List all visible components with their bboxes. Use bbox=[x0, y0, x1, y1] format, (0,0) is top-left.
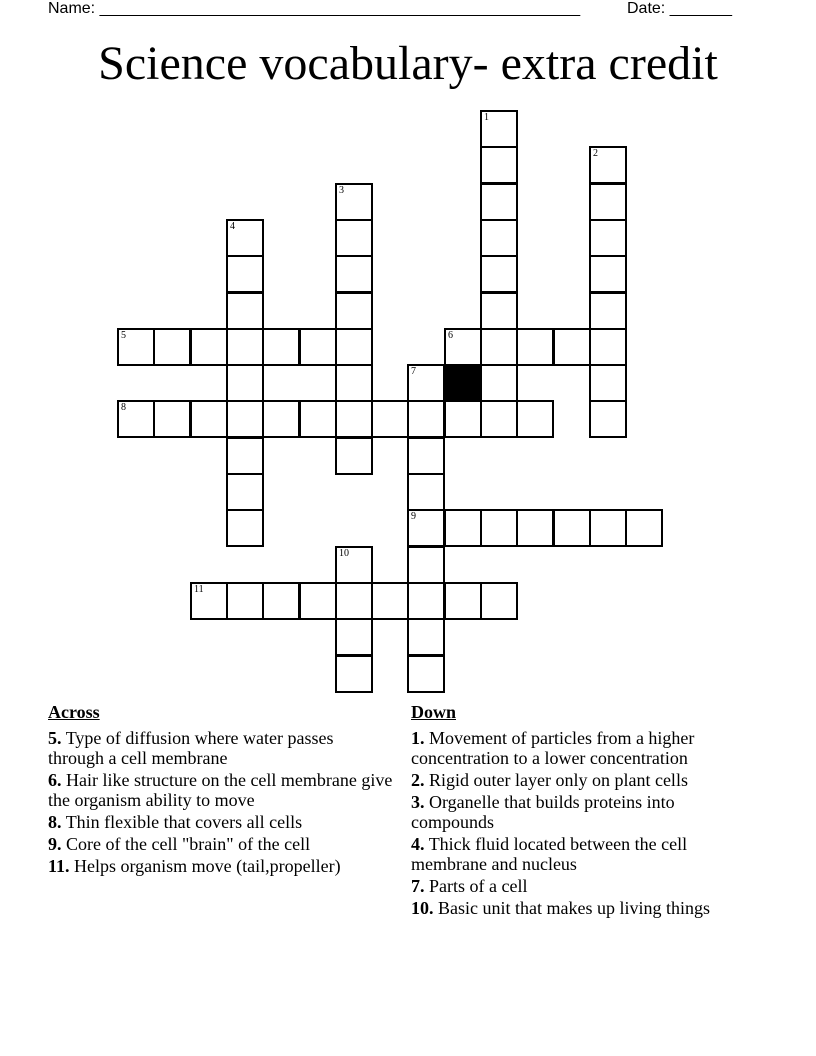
clue-text: Helps organism move (tail,propeller) bbox=[74, 856, 341, 876]
grid-cell[interactable] bbox=[335, 546, 373, 584]
clue-number: 5. bbox=[48, 728, 62, 748]
clue-number: 9. bbox=[48, 834, 62, 854]
down-heading: Down bbox=[411, 702, 457, 722]
grid-cell[interactable] bbox=[407, 655, 445, 693]
grid-cell[interactable] bbox=[262, 328, 300, 366]
grid-cell[interactable] bbox=[335, 292, 373, 330]
grid-cell[interactable] bbox=[407, 437, 445, 475]
grid-cell[interactable] bbox=[299, 582, 337, 620]
grid-cell[interactable] bbox=[407, 364, 445, 402]
cell-number: 11 bbox=[194, 584, 204, 595]
grid-cell[interactable] bbox=[299, 400, 337, 438]
clue-text: Parts of a cell bbox=[429, 876, 528, 896]
grid-cell[interactable] bbox=[516, 400, 554, 438]
grid-cell[interactable] bbox=[407, 473, 445, 511]
clue-number: 8. bbox=[48, 812, 62, 832]
clue-number: 11. bbox=[48, 856, 70, 876]
name-field[interactable]: Name: ______________________________________________________ bbox=[48, 0, 581, 17]
grid-cell[interactable] bbox=[444, 400, 482, 438]
grid-cell[interactable] bbox=[589, 509, 627, 547]
cell-number: 1 bbox=[484, 112, 489, 123]
cell-number: 9 bbox=[411, 511, 416, 522]
grid-cell[interactable] bbox=[480, 364, 518, 402]
grid-cell[interactable] bbox=[480, 400, 518, 438]
cell-number: 5 bbox=[121, 330, 126, 341]
grid-cell[interactable] bbox=[299, 328, 337, 366]
grid-cell[interactable] bbox=[407, 546, 445, 584]
grid-cell[interactable] bbox=[226, 364, 264, 402]
across-heading: Across bbox=[48, 702, 100, 722]
grid-cell[interactable] bbox=[335, 328, 373, 366]
grid-cell[interactable] bbox=[153, 400, 191, 438]
grid-cell[interactable] bbox=[190, 328, 228, 366]
clue-text: Thick fluid located between the cell membrane and nucleus bbox=[411, 834, 688, 874]
cell-number: 6 bbox=[448, 330, 453, 341]
grid-cell[interactable] bbox=[480, 328, 518, 366]
grid-cell[interactable] bbox=[226, 437, 264, 475]
grid-cell[interactable] bbox=[480, 146, 518, 184]
grid-cell[interactable] bbox=[190, 400, 228, 438]
clue-text: Rigid outer layer only on plant cells bbox=[429, 770, 688, 790]
grid-cell[interactable] bbox=[335, 618, 373, 656]
grid-cell[interactable] bbox=[190, 582, 228, 620]
clue-across-5 bbox=[48, 728, 393, 768]
grid-cell[interactable] bbox=[480, 582, 518, 620]
grid-cell[interactable] bbox=[335, 364, 373, 402]
grid-cell[interactable] bbox=[553, 509, 591, 547]
grid-cell[interactable] bbox=[407, 618, 445, 656]
clue-text: Type of diffusion where water passes through a cell membrane bbox=[48, 728, 334, 768]
grid-cell[interactable] bbox=[371, 400, 409, 438]
clue-across-6 bbox=[48, 770, 393, 810]
grid-block-cell bbox=[444, 364, 482, 402]
grid-cell[interactable] bbox=[589, 292, 627, 330]
grid-cell[interactable] bbox=[226, 328, 264, 366]
clue-text: Organelle that builds proteins into compounds bbox=[411, 792, 675, 832]
grid-cell[interactable] bbox=[444, 509, 482, 547]
clue-across-8 bbox=[48, 812, 393, 832]
clue-number: 3. bbox=[411, 792, 425, 812]
clue-number: 7. bbox=[411, 876, 425, 896]
grid-cell[interactable] bbox=[444, 328, 482, 366]
grid-cell[interactable] bbox=[335, 437, 373, 475]
grid-cell[interactable] bbox=[589, 219, 627, 257]
page-title: Science vocabulary- extra credit bbox=[98, 37, 718, 90]
grid-cell[interactable] bbox=[625, 509, 663, 547]
grid-cell[interactable] bbox=[444, 582, 482, 620]
grid-cell[interactable] bbox=[480, 183, 518, 221]
cell-number: 8 bbox=[121, 402, 126, 413]
grid-cell[interactable] bbox=[480, 255, 518, 293]
grid-cell[interactable] bbox=[226, 509, 264, 547]
cell-number: 2 bbox=[593, 148, 598, 159]
grid-cell[interactable] bbox=[407, 400, 445, 438]
grid-cell[interactable] bbox=[516, 328, 554, 366]
cell-number: 7 bbox=[411, 366, 416, 377]
grid-cell[interactable] bbox=[407, 582, 445, 620]
clue-down-10 bbox=[411, 898, 756, 918]
grid-cell[interactable] bbox=[589, 146, 627, 184]
clue-number: 6. bbox=[48, 770, 62, 790]
grid-cell[interactable] bbox=[262, 582, 300, 620]
grid-cell[interactable] bbox=[589, 400, 627, 438]
clue-text: Basic unit that makes up living things bbox=[438, 898, 710, 918]
down-clues bbox=[411, 702, 756, 920]
clue-down-2 bbox=[411, 770, 756, 790]
across-clues bbox=[48, 702, 393, 878]
grid-cell[interactable] bbox=[226, 255, 264, 293]
grid-cell[interactable] bbox=[335, 400, 373, 438]
grid-cell[interactable] bbox=[335, 183, 373, 221]
grid-cell[interactable] bbox=[589, 183, 627, 221]
grid-cell[interactable] bbox=[153, 328, 191, 366]
date-field[interactable]: Date: _______ bbox=[627, 0, 732, 17]
clue-down-1 bbox=[411, 728, 756, 768]
clue-text: Hair like structure on the cell membrane give the organism ability to move bbox=[48, 770, 393, 810]
cell-number: 10 bbox=[339, 548, 349, 559]
cell-number: 3 bbox=[339, 185, 344, 196]
grid-cell[interactable] bbox=[480, 219, 518, 257]
clue-down-7 bbox=[411, 876, 756, 896]
clue-across-9 bbox=[48, 834, 393, 854]
grid-cell[interactable] bbox=[480, 509, 518, 547]
grid-cell[interactable] bbox=[117, 400, 155, 438]
grid-cell[interactable] bbox=[335, 582, 373, 620]
clue-number: 4. bbox=[411, 834, 425, 854]
grid-cell[interactable] bbox=[226, 292, 264, 330]
grid-cell[interactable] bbox=[117, 328, 155, 366]
clue-text: Core of the cell "brain" of the cell bbox=[66, 834, 311, 854]
cell-number: 4 bbox=[230, 221, 235, 232]
clue-number: 2. bbox=[411, 770, 425, 790]
clue-number: 1. bbox=[411, 728, 425, 748]
clue-down-3 bbox=[411, 792, 756, 832]
grid-cell[interactable] bbox=[371, 582, 409, 620]
grid-cell[interactable] bbox=[589, 364, 627, 402]
grid-cell[interactable] bbox=[589, 255, 627, 293]
grid-cell[interactable] bbox=[480, 292, 518, 330]
grid-cell[interactable] bbox=[226, 473, 264, 511]
clue-number: 10. bbox=[411, 898, 434, 918]
grid-cell[interactable] bbox=[589, 328, 627, 366]
clue-text: Thin flexible that covers all cells bbox=[65, 812, 303, 832]
grid-cell[interactable] bbox=[407, 509, 445, 547]
grid-cell[interactable] bbox=[516, 509, 554, 547]
clue-across-11 bbox=[48, 856, 393, 876]
grid-cell[interactable] bbox=[480, 110, 518, 148]
grid-cell[interactable] bbox=[335, 255, 373, 293]
grid-cell[interactable] bbox=[553, 328, 591, 366]
grid-cell[interactable] bbox=[226, 219, 264, 257]
clue-down-4 bbox=[411, 834, 756, 874]
grid-cell[interactable] bbox=[226, 400, 264, 438]
grid-cell[interactable] bbox=[335, 655, 373, 693]
clue-text: Movement of particles from a higher concentration to a lower concentration bbox=[411, 728, 695, 768]
grid-cell[interactable] bbox=[335, 219, 373, 257]
grid-cell[interactable] bbox=[262, 400, 300, 438]
grid-cell[interactable] bbox=[226, 582, 264, 620]
